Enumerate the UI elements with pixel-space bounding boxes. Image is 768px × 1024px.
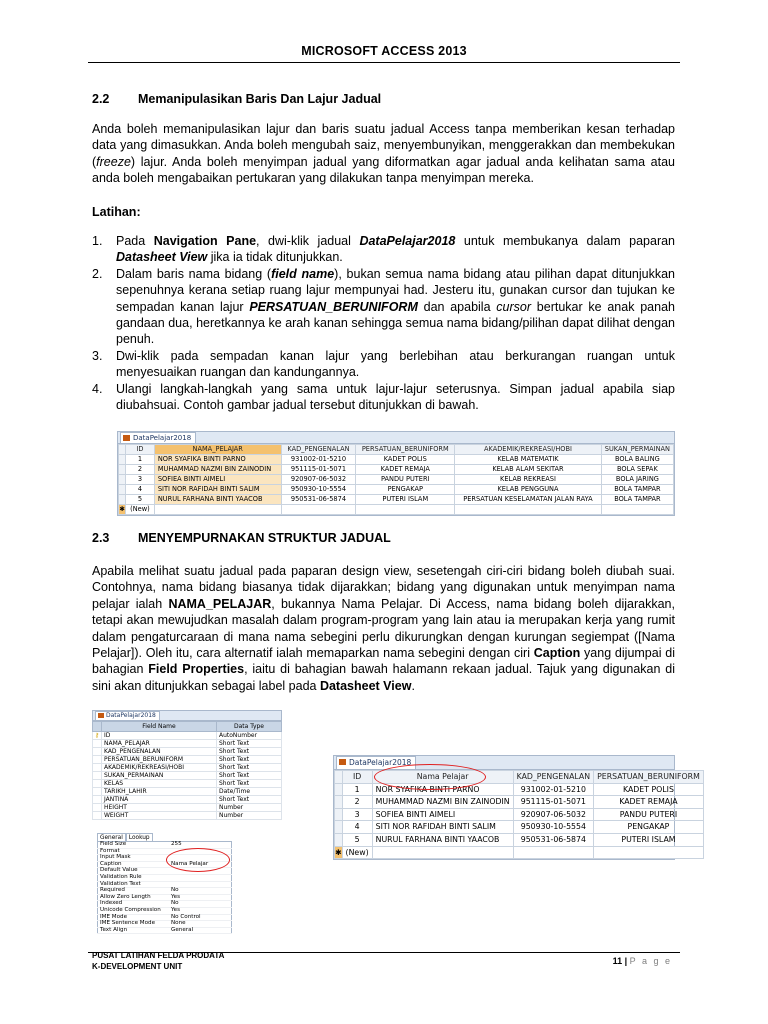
new-record-marker: ✱ — [119, 505, 125, 513]
empty-cell — [102, 828, 217, 832]
field-row[interactable] — [93, 804, 282, 812]
row-selector-header[interactable] — [119, 445, 126, 455]
step-item — [92, 381, 675, 414]
section-number: 2.2 — [92, 92, 110, 106]
latihan-label: Latihan: — [92, 205, 141, 219]
table-row[interactable] — [335, 821, 704, 834]
empty-cell — [217, 828, 282, 832]
row-selector[interactable] — [119, 475, 126, 485]
intro-paragraph — [92, 121, 675, 187]
new-record-label: (New) — [342, 846, 372, 859]
table-cell[interactable]: 4 — [342, 821, 372, 834]
table-cell[interactable]: NOR SYAFIKA BINTI PARNO — [372, 783, 513, 796]
page-number — [613, 956, 672, 966]
table-cell[interactable]: KADET POLIS — [594, 783, 704, 796]
data-type-header: Data Type — [217, 722, 282, 732]
table-cell[interactable]: KELAB PENGGUNA — [455, 485, 602, 495]
row-selector — [93, 788, 102, 796]
empty-cell — [93, 828, 102, 832]
table-cell[interactable]: SITI NOR RAFIDAH BINTI SALIM — [154, 485, 281, 495]
column-header[interactable]: KAD_PENGENALAN — [281, 445, 356, 455]
step-text: Pada — [116, 234, 154, 248]
para-text: Apabila melihat suatu jadual pada paparan design view, sesetengah ciri-ciri bidang boleh diubah suai. Contohnya, nama bidang biasanya tidak dijarakkan; bidang yang digunakan untuk menyimpan nama pelajar ialah — [92, 564, 675, 611]
row-selector — [93, 812, 102, 820]
table-cell[interactable]: 3 — [342, 808, 372, 821]
step-text: dan apabila — [417, 299, 497, 314]
section-number: 2.3 — [92, 531, 110, 545]
step-item — [92, 348, 675, 381]
data-type-cell[interactable]: Number — [217, 804, 282, 812]
new-record-label: (New) — [125, 505, 154, 515]
property-name: Allow Zero Length — [98, 894, 170, 901]
step-text-italic: cursor — [496, 299, 532, 314]
data-type-cell[interactable]: Short Text — [217, 756, 282, 764]
row-selector — [93, 796, 102, 804]
field-row[interactable] — [93, 748, 282, 756]
data-type-cell[interactable]: Short Text — [217, 748, 282, 756]
column-header[interactable]: ID — [125, 445, 154, 455]
para-bold: Datasheet View — [319, 678, 412, 693]
property-name: Validation Text — [98, 881, 170, 888]
table-cell[interactable]: 2 — [125, 465, 154, 475]
table-cell[interactable]: 3 — [125, 475, 154, 485]
table-cell[interactable] — [601, 505, 673, 515]
table-cell[interactable]: 950930-10-5554 — [281, 485, 356, 495]
page-separator: | — [624, 956, 628, 966]
section-2-2-heading — [92, 92, 381, 106]
object-tab[interactable] — [120, 432, 196, 443]
field-row[interactable] — [93, 796, 282, 804]
row-selector-header[interactable] — [335, 771, 343, 784]
column-header[interactable]: KAD_PENGENALAN — [513, 771, 594, 784]
property-value[interactable]: Nama Pelajar — [169, 861, 232, 868]
table-icon — [339, 759, 346, 765]
table-icon — [98, 713, 104, 718]
step-text-bold-italic: Datasheet View — [116, 250, 208, 265]
data-type-cell[interactable]: Date/Time — [217, 788, 282, 796]
step-number: 2. — [92, 266, 103, 281]
page-word: P a g e — [629, 956, 672, 966]
new-record-marker: ✱ — [335, 846, 343, 859]
table-cell[interactable]: BOLA TAMPAR — [601, 485, 673, 495]
para-text: , bukannya Nama Pelajar. Di Access, nama bidang boleh dijarakkan, tetapi akan mewujudkan masalah dalam program-program yang lain atau ia merupakan kerja yang rumit dalam pengaturcaraan di mana nama sebegini perlu dikurungkan dengan kurungan segiempat ([Nama Pelajar]). Oleh itu, cara alternatif ialah memaparkan nama sebegini dengan ciri — [92, 596, 675, 661]
field-name-header: Field Name — [102, 722, 217, 732]
caption-highlight-ellipse — [166, 848, 230, 872]
row-selector — [93, 804, 102, 812]
property-name: Indexed — [98, 901, 170, 908]
property-value[interactable]: No — [169, 888, 232, 895]
table-row[interactable] — [335, 796, 704, 809]
row-selector[interactable] — [335, 796, 343, 809]
tab-general[interactable]: General — [97, 833, 126, 842]
table-cell[interactable]: PENGAKAP — [356, 485, 455, 495]
table-cell[interactable]: BOLA BALING — [601, 455, 673, 465]
table-row[interactable] — [335, 808, 704, 821]
property-name: Text Align — [98, 927, 170, 934]
property-value[interactable]: No — [169, 901, 232, 908]
property-value[interactable]: None — [169, 921, 232, 928]
table-row[interactable] — [119, 455, 674, 465]
step-number: 3. — [92, 348, 103, 363]
property-name: Required — [98, 888, 170, 895]
property-name: Unicode Compression — [98, 907, 170, 914]
table-cell[interactable]: SOFIEA BINTI AIMELI — [154, 475, 281, 485]
table-cell[interactable]: 950930-10-5554 — [513, 821, 594, 834]
property-value[interactable] — [169, 874, 232, 881]
footer-line-1: PUSAT LATIHAN FELDA PRODATA — [92, 951, 225, 960]
property-name: Format — [98, 848, 170, 855]
table-cell[interactable]: KADET REMAJA — [356, 465, 455, 475]
column-header[interactable]: PERSATUAN_BERUNIFORM — [356, 445, 455, 455]
new-record-row[interactable] — [335, 846, 704, 859]
field-row[interactable] — [93, 812, 282, 820]
field-row[interactable] — [93, 732, 282, 740]
field-list-table — [92, 721, 282, 832]
column-header[interactable]: ID — [342, 771, 372, 784]
step-item — [92, 266, 675, 348]
field-name-cell[interactable]: TARIKH_LAHIR — [102, 788, 217, 796]
row-selector[interactable] — [119, 455, 126, 465]
new-record-row[interactable] — [119, 505, 674, 515]
table-row[interactable] — [119, 475, 674, 485]
property-value[interactable]: 255 — [169, 842, 232, 849]
table-cell[interactable]: PUTERI ISLAM — [594, 833, 704, 846]
step-number: 4. — [92, 381, 103, 396]
table-row[interactable] — [335, 833, 704, 846]
table-cell[interactable]: 1 — [342, 783, 372, 796]
field-name-cell[interactable]: ID — [102, 732, 217, 740]
property-name: Caption — [98, 861, 170, 868]
object-tab[interactable] — [95, 711, 160, 720]
property-row[interactable] — [98, 927, 232, 934]
row-selector[interactable] — [335, 833, 343, 846]
step-number: 1. — [92, 234, 103, 248]
section-title: MENYEMPURNAKAN STRUKTUR JADUAL — [138, 531, 391, 545]
table-cell[interactable]: KADET POLIS — [356, 455, 455, 465]
step-text: , dwi-klik jadual — [256, 234, 360, 248]
table-cell[interactable] — [594, 846, 704, 859]
object-tab-label: DataPelajar2018 — [106, 712, 156, 719]
column-header[interactable]: SUKAN_PERMAINAN — [601, 445, 673, 455]
property-value[interactable]: No Control — [169, 914, 232, 921]
field-row[interactable] — [93, 740, 282, 748]
row-selector[interactable] — [119, 465, 126, 475]
intro-text-1: Anda boleh memanipulasikan lajur dan baris suatu jadual Access tanpa memberikan kesan terhadap data yang dimasukkan. Anda boleh mengubah saiz, menyembunyikan, menggerakkan dan membekukan ( — [92, 122, 675, 169]
step-item — [92, 233, 675, 266]
table-cell[interactable]: KADET REMAJA — [594, 796, 704, 809]
data-type-cell[interactable]: Short Text — [217, 740, 282, 748]
table-cell[interactable] — [356, 505, 455, 515]
property-value[interactable]: Yes — [169, 894, 232, 901]
page-number-value: 11 — [612, 956, 623, 966]
table-cell[interactable]: BOLA JARING — [601, 475, 673, 485]
table-cell[interactable]: PUTERI ISLAM — [356, 495, 455, 505]
table-row[interactable] — [119, 495, 674, 505]
para-text: yang dijumpai di bahagian — [92, 646, 675, 677]
field-row[interactable] — [93, 756, 282, 764]
data-type-cell[interactable]: Short Text — [217, 780, 282, 788]
steps-list — [92, 233, 675, 413]
table-cell[interactable]: 5 — [342, 833, 372, 846]
property-value[interactable]: General — [169, 927, 232, 934]
para-text: , iaitu di bahagian bawah halamann rekaan jadual. Tajuk yang digunakan di sini akan ditunjukkan sebagai label pada — [92, 662, 675, 693]
row-selector — [93, 756, 102, 764]
data-type-cell[interactable]: Short Text — [217, 796, 282, 804]
section-2-3-paragraph — [92, 563, 675, 694]
table-row[interactable] — [119, 465, 674, 475]
step-text: Ulangi langkah-langkah yang sama untuk lajur-lajur seterusnya. Simpan jadual apabila siap diubahsuai. Contoh gambar jadual tersebut ditunjukkan di bawah. — [116, 381, 675, 413]
column-header-caption[interactable]: Nama Pelajar — [372, 771, 513, 784]
para-bold: Field Properties — [148, 662, 245, 677]
table-cell[interactable]: PERSATUAN KESELAMATAN JALAN RAYA — [455, 495, 602, 505]
field-name-cell[interactable]: KAD_PENGENALAN — [102, 748, 217, 756]
field-name-cell[interactable]: PERSATUAN_BERUNIFORM — [102, 756, 217, 764]
table-cell[interactable]: PANDU PUTERI — [594, 808, 704, 821]
table-cell[interactable]: KELAB ALAM SEKITAR — [455, 465, 602, 475]
row-selector[interactable] — [335, 821, 343, 834]
intro-text-2: ) lajur. Anda boleh menyimpan jadual yang diformatkan agar jadual anda kelihatan sama atau anda boleh mengabaikan pertukaran yang dilakukan tanpa menyimpan mereka. — [92, 154, 675, 186]
object-tab-bar — [334, 756, 674, 770]
field-name-cell[interactable]: NAMA_PELAJAR — [102, 740, 217, 748]
row-selector-header — [93, 722, 102, 732]
caption-column-highlight-ellipse — [374, 764, 486, 790]
step-text: ), bukan semua nama bidang atau pilihan dapat ditunjukkan sepenuhnya kerana setiap ruang lajur mempunyai had. Jesteru itu, gunakan cursor dan tujukan ke sempadan kanan lajur — [116, 266, 675, 314]
column-header[interactable]: AKADEMIK/REKREASI/HOBI — [455, 445, 602, 455]
field-row[interactable] — [93, 780, 282, 788]
table-cell[interactable]: 950531-06-5874 — [281, 495, 356, 505]
table-cell[interactable]: MUHAMMAD NAZMI BIN ZAINODIN — [154, 465, 281, 475]
table-cell[interactable]: 4 — [125, 485, 154, 495]
table-cell[interactable]: 1 — [125, 455, 154, 465]
table-cell[interactable]: NURUL FARHANA BINTI YAACOB — [372, 833, 513, 846]
row-selector[interactable] — [119, 485, 126, 495]
page-header: MICROSOFT ACCESS 2013 — [301, 44, 467, 58]
table-cell[interactable]: SITI NOR RAFIDAH BINTI SALIM — [372, 821, 513, 834]
table-cell[interactable] — [281, 505, 356, 515]
object-tab-label: DataPelajar2018 — [133, 434, 192, 442]
data-type-cell[interactable]: Number — [217, 812, 282, 820]
para-text: . — [411, 678, 415, 693]
table-row[interactable] — [119, 485, 674, 495]
row-selector — [93, 748, 102, 756]
row-selector — [93, 764, 102, 772]
table-cell[interactable]: 5 — [125, 495, 154, 505]
datasheet-screenshot-1 — [117, 431, 675, 516]
tab-lookup[interactable]: Lookup — [126, 833, 153, 842]
field-row[interactable] — [93, 788, 282, 796]
primary-key-icon: ⚷ — [93, 732, 102, 740]
table-cell[interactable]: KELAB MATEMATIK — [455, 455, 602, 465]
field-name-cell[interactable]: SUKAN_PERMAINAN — [102, 772, 217, 780]
empty-row — [93, 828, 282, 832]
step-text: jika ia tidak ditunjukkan. — [207, 250, 343, 265]
property-name: Input Mask — [98, 855, 170, 862]
footer-line-2: K-DEVELOPMENT UNIT — [92, 962, 183, 971]
header-divider — [88, 62, 680, 63]
field-name-cell[interactable]: JANTINA — [102, 796, 217, 804]
table-cell[interactable]: 951115-01-5071 — [281, 465, 356, 475]
table-cell[interactable] — [513, 846, 594, 859]
table-cell[interactable]: 951115-01-5071 — [513, 796, 594, 809]
field-name-cell[interactable]: AKADEMIK/REKREASI/HOBI — [102, 764, 217, 772]
property-name: IME Mode — [98, 914, 170, 921]
table-cell[interactable]: PANDU PUTERI — [356, 475, 455, 485]
row-selector[interactable] — [335, 783, 343, 796]
step-text: Dalam baris nama bidang ( — [116, 266, 272, 281]
row-selector[interactable] — [119, 495, 126, 505]
property-name: Field Size — [98, 842, 170, 849]
field-name-cell[interactable]: HEIGHT — [102, 804, 217, 812]
intro-freeze: freeze — [96, 154, 131, 169]
table-icon — [123, 435, 130, 441]
table-cell[interactable]: 920907-06-5032 — [281, 475, 356, 485]
design-view-screenshot — [92, 710, 282, 832]
section-title: Memanipulasikan Baris Dan Lajur Jadual — [138, 92, 382, 106]
property-name: Default Value — [98, 868, 170, 875]
row-selector[interactable] — [335, 808, 343, 821]
table-cell[interactable]: 920907-06-5032 — [513, 808, 594, 821]
table-cell[interactable] — [154, 505, 281, 515]
para-bold: NAMA_PELAJAR — [168, 596, 272, 611]
field-row[interactable] — [93, 764, 282, 772]
section-2-3-heading — [92, 531, 391, 545]
table-cell[interactable]: NOR SYAFIKA BINTI PARNO — [154, 455, 281, 465]
field-name-cell[interactable]: KELAS — [102, 780, 217, 788]
row-selector — [93, 780, 102, 788]
table-cell[interactable]: MUHAMMAD NAZMI BIN ZAINODIN — [372, 796, 513, 809]
step-text: Dwi-klik pada sempadan kanan lajur yang berlebihan atau berkurangan ruangan untuk menyesuaikan ruangan dan kandungannya. — [116, 348, 675, 380]
step-text-bold-italic: field name — [271, 266, 335, 281]
column-header[interactable]: PERSATUAN_BERUNIFORM — [594, 771, 704, 784]
column-header-selected[interactable]: NAMA_PELAJAR — [154, 445, 281, 455]
table-cell[interactable]: NURUL FARHANA BINTI YAACOB — [154, 495, 281, 505]
step-text-bold-italic: PERSATUAN_BERUNIFORM — [249, 299, 418, 314]
table-cell[interactable]: 931002-01-5210 — [513, 783, 594, 796]
property-name: Validation Rule — [98, 874, 170, 881]
field-name-cell[interactable]: WEIGHT — [102, 812, 217, 820]
data-type-cell[interactable]: AutoNumber — [217, 732, 282, 740]
field-row[interactable] — [93, 772, 282, 780]
object-tab-bar — [118, 432, 674, 444]
step-text-bold-italic: DataPelajar2018 — [359, 234, 456, 248]
table-cell[interactable]: 2 — [342, 796, 372, 809]
object-tab-bar — [92, 710, 282, 721]
table-cell[interactable]: SOFIEA BINTI AIMELI — [372, 808, 513, 821]
data-type-cell[interactable]: Short Text — [217, 772, 282, 780]
datasheet-table — [118, 444, 674, 515]
table-cell[interactable]: KELAB REKREASI — [455, 475, 602, 485]
table-cell[interactable]: PENGAKAP — [594, 821, 704, 834]
properties-tabs — [97, 833, 232, 841]
property-name: IME Sentence Mode — [98, 921, 170, 928]
row-selector — [93, 740, 102, 748]
table-cell[interactable]: BOLA TAMPAR — [601, 495, 673, 505]
table-cell[interactable] — [372, 846, 513, 859]
row-selector — [93, 772, 102, 780]
object-tab-label: DataPelajar2018 — [349, 758, 412, 767]
table-cell[interactable] — [455, 505, 602, 515]
step-text-bold: Navigation Pane — [153, 234, 257, 248]
step-text: bertukar ke anak panah gandaan dua, heretkannya ke arah kanan sehingga semua nama bidang/pilihan dapat dilihat dengan penuh. — [116, 299, 675, 347]
para-bold: Caption — [533, 646, 581, 661]
property-value[interactable]: Yes — [169, 907, 232, 914]
data-type-cell[interactable]: Short Text — [217, 764, 282, 772]
step-text: untuk membukanya dalam paparan — [455, 234, 676, 248]
table-cell[interactable]: 931002-01-5210 — [281, 455, 356, 465]
table-cell[interactable]: BOLA SEPAK — [601, 465, 673, 475]
table-cell[interactable]: 950531-06-5874 — [513, 833, 594, 846]
